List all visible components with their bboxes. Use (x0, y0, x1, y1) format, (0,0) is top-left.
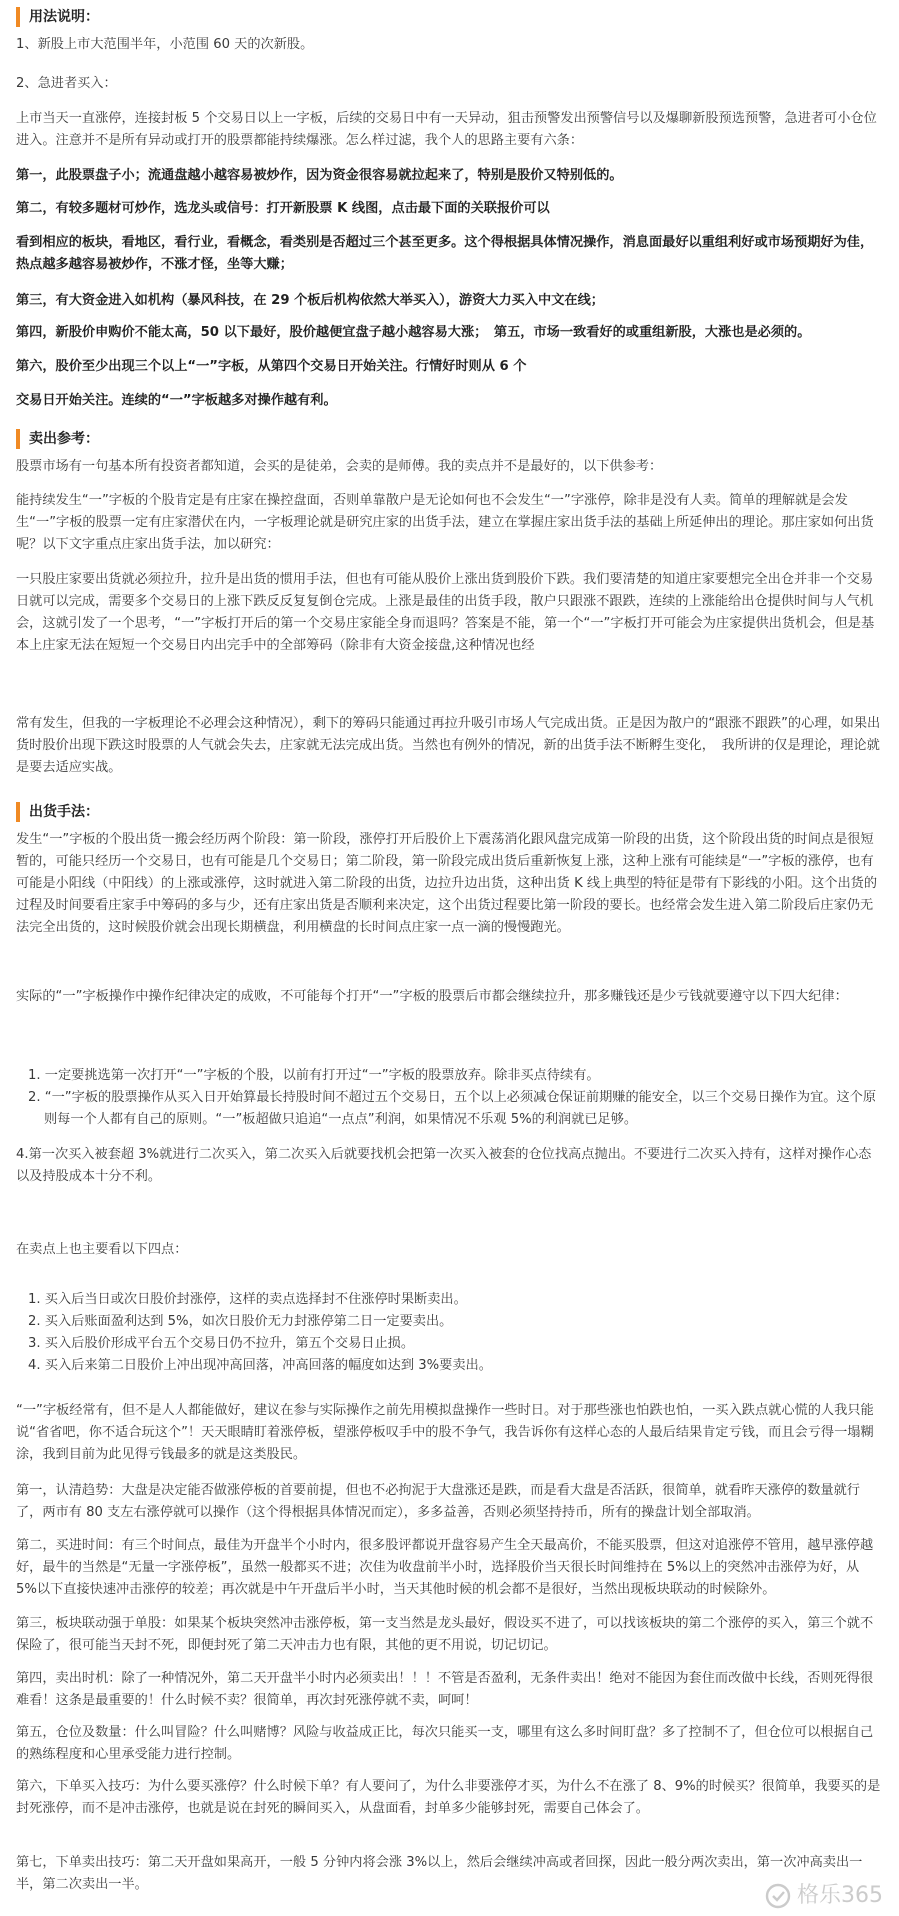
watermark-text: 格乐365 (797, 1883, 883, 1908)
paragraph: 第六，下单买入技巧：为什么要买涨停？什么时候下单？有人要问了，为什么非要涨停才买，为什么不在涨了 8、9%的时候买？很简单，我要买的是封死涨停，而不是冲击涨停，也就是说在封死的瞬间买入，从盘面看，封单多少能够封死，需要自己体会了。 (16, 1779, 881, 1816)
paragraph-bold: 第四，新股价申购价不能太高，50 以下最好，股价越便宜盘子越小越容易大涨； 第五，市场一致看好的或重组新股，大涨也是必须的。 (16, 325, 811, 340)
section-title-sell: 卖出参考： (16, 429, 99, 449)
paragraph: “一”字板经常有，但不是人人都能做好，建议在参与实际操作之前先用模拟盘操作一些时日。对于那些涨也怕跌也怕，一买入跌点就心慌的人我只能说“省省吧，你不适合玩这个”！天天眼睛盯着涨停板，望涨停板叹手中的股不争气，我告诉你有这样心态的人最后结果肯定亏钱，而且会亏得一塌糊涂，我到目前为此见得亏钱最多的就是这类股民。 (16, 1403, 874, 1462)
paragraph: 第四，卖出时机：除了一种情况外，第二天开盘半小时内必须卖出！！！不管是否盈利，无条件卖出！绝对不能因为套住而改做中长线，否则死得很难看！这条是最重要的！什么时候不卖？很简单，再次封死涨停就不卖，呵呵！ (16, 1671, 874, 1708)
paragraph-bold: 第六，股价至少出现三个以上“一”字板，从第四个交易日开始关注。行情好时则从 6 个 (16, 359, 527, 374)
paragraph: 第一，认清趋势：大盘是决定能否做涨停板的首要前提，但也不必拘泥于大盘涨还是跌，而是看大盘是否活跃，很简单，就看昨天涨停的数量就行了，两市有 80 支左右涨停就可以操作（这个得根据具体情况而定），多多益善，否则必须坚持持币，所有的操盘计划全部取消。 (16, 1483, 860, 1520)
paragraph: 上市当天一直涨停，连接封板 5 个交易日以上一字板，后续的交易日中有一天异动，狙击预警发出预警信号以及爆聊新股预选预警，急进者可小仓位进入。注意并不是所有异动或打开的股票都能持续爆涨。怎么样过滤，我个人的思路主要有六条： (16, 111, 877, 148)
paragraph-bold: 第一，此股票盘子小；流通盘越小越容易被炒作，因为资金很容易就拉起来了，特别是股价又特别低的。 (16, 168, 623, 183)
paragraph: 第二，买进时间：有三个时间点，最佳为开盘半个小时内，很多股评都说开盘容易产生全天最高价，不能买股票，但这对追涨停不管用，越早涨停越好，最牛的当然是“无量一字涨停板”，虽然一般都买不进；次佳为收盘前半小时，选择股价当天很长时间维持在 5%以上的突然冲击涨停为好，从 5%以下直接快速冲击涨停的较差；再次就是中午开盘后半小时，当天其他时候的机会都不是很好，当然出现板块联动的时候除外。 (16, 1538, 874, 1597)
list-item: 1. 买入后当日或次日股价封涨停，这样的卖点选择封不住涨停时果断卖出。 (28, 1292, 467, 1307)
paragraph: 实际的“一”字板操作中操作纪律决定的成败，不可能每个打开“一”字板的股票后市都会继续拉升，那多赚钱还是少亏钱就要遵守以下四大纪律： (16, 989, 848, 1004)
paragraph-bold: 看到相应的板块，看地区，看行业，看概念，看类别是否超过三个甚至更多。这个得根据具体情况操作，消息面最好以重组利好或市场预期好为佳，热点越多越容易被炒作，不涨才怪，坐等大赚； (16, 235, 874, 272)
paragraph: 在卖点上也主要看以下四点： (16, 1242, 188, 1257)
paragraph: 4.第一次买入被套超 3%就进行二次买入，第二次买入后就要找机会把第一次买入被套的仓位找高点抛出。不要进行二次买入持有，这样对操作心态以及持股成本十分不利。 (16, 1147, 872, 1184)
paragraph-bold: 第二，有较多题材可炒作，选龙头或信号：打开新股票 K 线图，点击最下面的关联报价可以 (16, 201, 550, 216)
list-item: 2. “一”字板的股票操作从买入日开始算最长持股时间不超过五个交易日，五个以上必须减仓保证前期赚的能安全，以三个交易日操作为宜。这个原则每一个人都有自己的原则。“一”板超做只追追“一点点”利润，如果情况不乐观 5%的利润就已足够。 (28, 1090, 877, 1127)
paragraph: 股票市场有一句基本所有投资者都知道，会买的是徒弟，会卖的是师傅。我的卖点并不是最好的，以下供参考： (16, 459, 663, 474)
paragraph: 常有发生，但我的一字板理论不必理会这种情况），剩下的筹码只能通过再拉升吸引市场人气完成出货。正是因为散户的“跟涨不跟跌”的心理，如果出货时股价出现下跌这时股票的人气就会失去，庄家就无法完成出货。当然也有例外的情况，新的出货手法不断孵生变化， 我所讲的仅是理论，理论就是要去适应实战。 (16, 716, 881, 775)
paragraph: 1、新股上市大范围半年，小范围 60 天的次新股。 (16, 37, 314, 52)
list-item: 2. 买入后账面盈利达到 5%，如次日股价无力封涨停第二日一定要卖出。 (28, 1314, 453, 1329)
section-title-ship: 出货手法： (16, 802, 99, 822)
paragraph-bold: 第三，有大资金进入如机构（暴风科技，在 29 个板后机构依然大举买入），游资大力买入中文在线； (16, 293, 604, 308)
site-watermark (765, 1880, 883, 1912)
paragraph: 第七，下单卖出技巧：第二天开盘如果高开，一般 5 分钟内将会涨 3%以上，然后会继续冲高或者回探，因此一般分两次卖出，第一次冲高卖出一半，第二次卖出一半。 (16, 1855, 863, 1892)
list-item: 4. 买入后来第二日股价上冲出现冲高回落，冲高回落的幅度如达到 3%要卖出。 (28, 1358, 492, 1373)
paragraph: 第三，板块联动强于单股：如果某个板块突然冲击涨停板，第一支当然是龙头最好，假设买不进了，可以找该板块的第二个涨停的买入，第三个就不保险了，很可能当天封不死，即便封死了第二天冲击力也有限，其他的更不用说，切记切记。 (16, 1616, 874, 1653)
paragraph: 发生“一”字板的个股出货一搬会经历两个阶段：第一阶段，涨停打开后股价上下震荡消化跟风盘完成第一阶段的出货，这个阶段出货的时间点是很短暂的，可能只经历一个交易日，也有可能是几个交易日；第二阶段，第一阶段完成出货后重新恢复上涨，这种上涨有可能续是“一”字板的涨停，也有可能是小阳线（中阳线）的上涨或涨停，这时就进入第二阶段的出货，边拉升边出货，这种出货 K 线上典型的特征是带有下影线的小阳。这个出货的过程及时间要看庄家手中筹码的多与少，还有庄家出货是否顺利来决定，这个出货过程要比第一阶段的要长。也经常会发生进入第二阶段后庄家仍无法完全出货的，这时候股价就会出现长期横盘，利用横盘的长时间点庄家一点一滴的慢慢跑光。 (16, 832, 878, 935)
paragraph-bold: 交易日开始关注。连续的“一”字板越多对操作越有利。 (16, 393, 337, 408)
list-item: 3. 买入后股价形成平台五个交易日仍不拉升，第五个交易日止损。 (28, 1336, 415, 1351)
watermark-logo-icon (765, 1883, 791, 1909)
paragraph: 一只股庄家要出货就必须拉升，拉升是出货的惯用手法，但也有可能从股价上涨出货到股价下跌。我们要清楚的知道庄家要想完全出仓并非一个交易日就可以完成，需要多个交易日的上涨下跌反反复复倒仓完成。上涨是最佳的出货手段，散户只跟涨不跟跌，连续的上涨能给出仓提供时间与人气机会，这就引发了一个思考，“一”字板打开后的第一个交易庄家能全身而退吗？答案是不能，第一个“一”字板打开可能会为庄家提供出货机会，但是基本上庄家无法在短短一个交易日内出完手中的全部筹码（除非有大资金接盘,这种情况也经 (16, 572, 875, 653)
paragraph: 第五，仓位及数量：什么叫冒险？什么叫赌博？风险与收益成正比，每次只能买一支，哪里有这么多时间盯盘？多了控制不了，但仓位可以根据自己的熟练程度和心里承受能力进行控制。 (16, 1725, 874, 1762)
paragraph: 2、急进者买入： (16, 76, 117, 91)
list-item: 1. 一定要挑选第一次打开“一”字板的个股，以前有打开过“一”字板的股票放弃。除非买点待续有。 (28, 1068, 600, 1083)
section-title-usage: 用法说明： (16, 7, 99, 27)
paragraph: 能持续发生“一”字板的个股肯定是有庄家在操控盘面，否则单靠散户是无论如何也不会发生“一”字涨停，除非是没有人卖。简单的理解就是会发生“一”字板的股票一定有庄家潜伏在内，一字板理论就是研究庄家的出货手法，建立在掌握庄家出货手法的基础上所延伸出的理论。那庄家如何出货呢？以下文字重点庄家出货手法，加以研究： (16, 493, 874, 552)
